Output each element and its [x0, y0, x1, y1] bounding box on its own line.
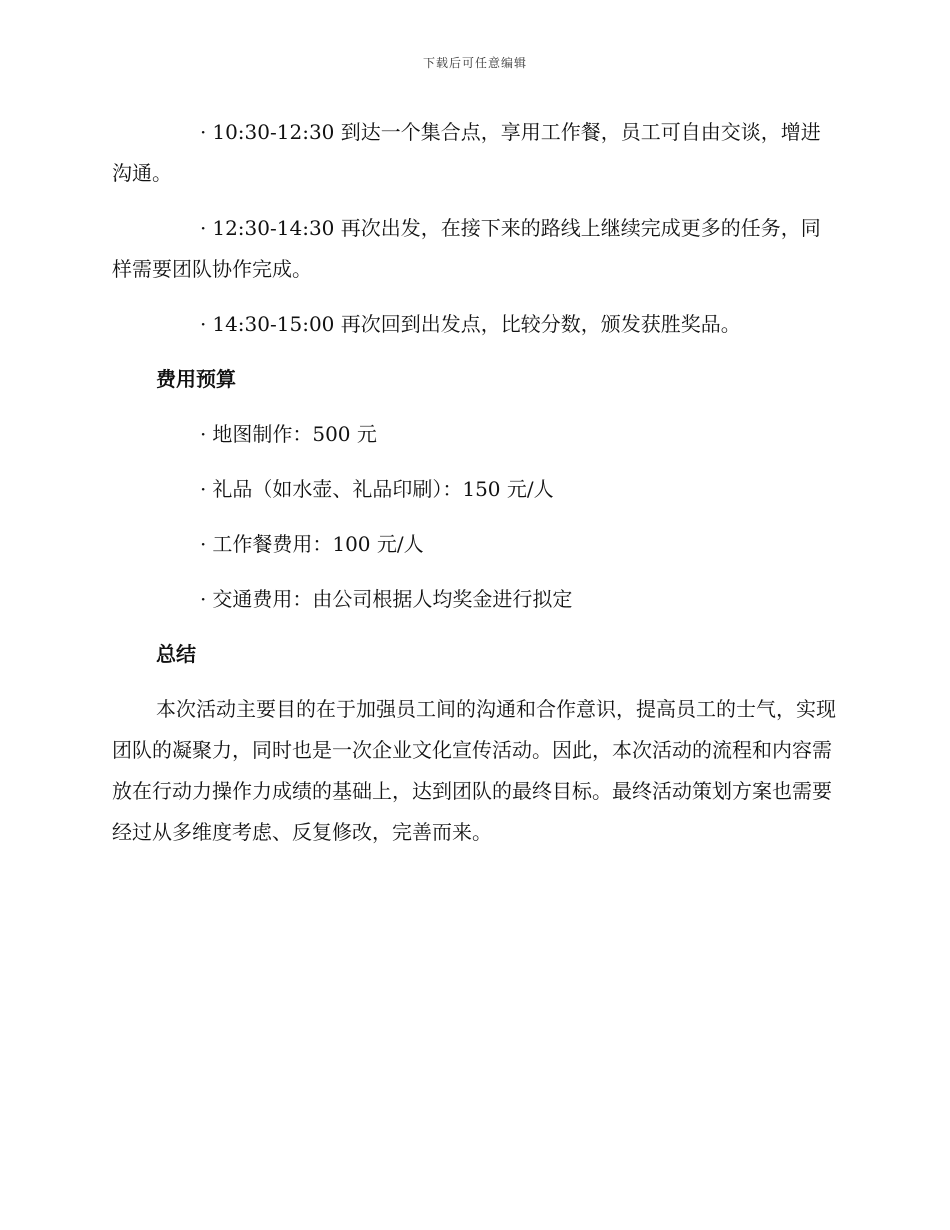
schedule-time: 10:30-12:30 [212, 120, 335, 144]
bullet-icon: · [200, 120, 207, 144]
schedule-item [112, 112, 838, 194]
budget-item-text: 礼品（如水壶、礼品印刷）：150 元/人 [212, 477, 554, 501]
schedule-time: 14:30-15:00 [212, 312, 335, 336]
bullet-icon: · [200, 477, 207, 501]
bullet-icon: · [200, 587, 207, 611]
schedule-time: 12:30-14:30 [212, 216, 335, 240]
budget-item [112, 579, 838, 620]
schedule-text: 到达一个集合点，享用工作餐，员工可自由交谈，增进沟通。 [112, 120, 821, 185]
schedule-item [112, 304, 838, 345]
header-note: 下载后可任意编辑 [422, 56, 527, 70]
budget-item-text: 地图制作：500 元 [212, 422, 377, 446]
budget-heading: 费用预算 [156, 367, 236, 391]
bullet-icon: · [200, 532, 207, 556]
bullet-icon: · [200, 312, 207, 336]
schedule-text: 再次出发，在接下来的路线上继续完成更多的任务，同样需要团队协作完成。 [112, 216, 821, 281]
schedule-item [112, 208, 838, 290]
document-body [112, 112, 838, 867]
budget-item-text: 交通费用：由公司根据人均奖金进行拟定 [212, 587, 573, 611]
bullet-icon: · [200, 422, 207, 446]
budget-item [112, 469, 838, 510]
budget-item [112, 414, 838, 455]
summary-paragraph: 本次活动主要目的在于加强员工间的沟通和合作意识，提高员工的士气，实现团队的凝聚力，同时也是一次企业文化宣传活动。因此，本次活动的流程和内容需放在行动力操作力成绩的基础上，达到团队的最终目标。最终活动策划方案也需要经过从多维度考虑、反复修改，完善而来。 [112, 697, 836, 844]
bullet-icon: · [200, 216, 207, 240]
schedule-text: 再次回到出发点，比较分数，颁发获胜奖品。 [340, 312, 741, 336]
budget-item-text: 工作餐费用：100 元/人 [212, 532, 424, 556]
summary-heading: 总结 [156, 642, 196, 666]
budget-item [112, 524, 838, 565]
